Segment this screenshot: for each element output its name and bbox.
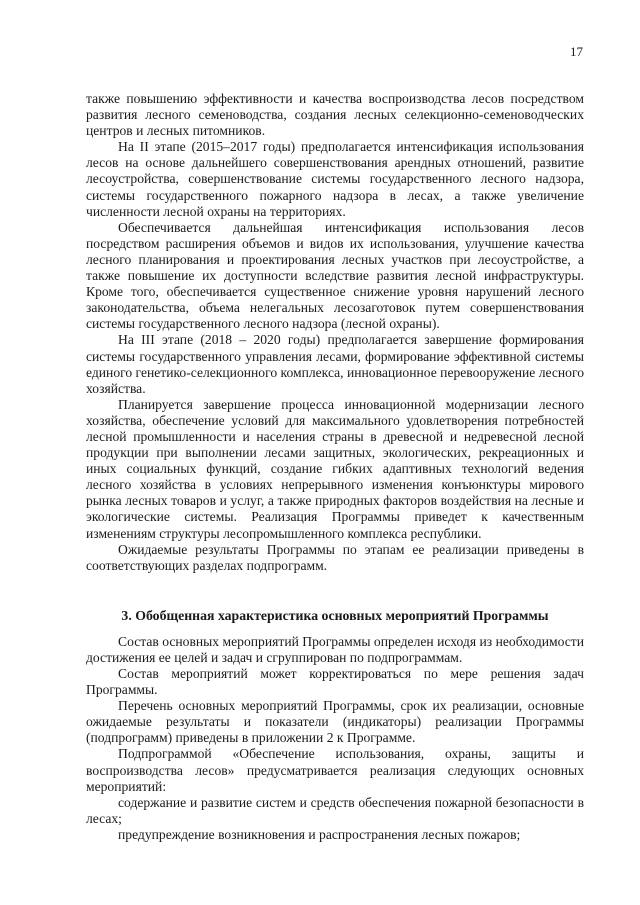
paragraph-activities-adjustment: Состав мероприятий может корректироваться по мере решения задач Программы. xyxy=(86,666,584,698)
paragraph-expected-results: Ожидаемые результаты Программы по этапам ее реализации приведены в соответствующих разделах подпрограмм. xyxy=(86,541,584,573)
paragraph-continuation: также повышению эффективности и качества воспроизводства лесов посредством развития лесного семеноводства, создания лесных селекционно-семеноводческих центров и лесных питомников. xyxy=(86,91,584,139)
paragraph-subprogram: Подпрограммой «Обеспечение использования, охраны, защиты и воспроизводства лесов» предусматривается реализация следующих основных мероприятий: xyxy=(86,746,584,794)
paragraph-activities-list: Перечень основных мероприятий Программы, срок их реализации, основные ожидаемые результаты и показатели (индикаторы) реализации Программы (подпрограмм) приведены в приложении 2 к Программе. xyxy=(86,698,584,746)
paragraph-stage-three: На III этапе (2018 – 2020 годы) предполагается завершение формирования системы государственного управления лесами, формирование эффективной системы единого генетико-селекционного комплекса, инновационное перевооружение лесного хозяйства. xyxy=(86,332,584,396)
paragraph-stage-two: На II этапе (2015–2017 годы) предполагается интенсификация использования лесов на основе дальнейшего совершенствования арендных отношений, развитие лесоустройства, совершенствование системы государственного лесного надзора, системы государственного пожарного надзора в лесах, а также увеличение численности лесной охраны на территориях. xyxy=(86,139,584,219)
paragraph-intensification: Обеспечивается дальнейшая интенсификация использования лесов посредством расширения объемов и видов их использования, улучшение качества лесного планирования и проектирования лесных участков при лесоустройстве, а также повышение их доступности вследствие развития лесной инфраструктуры. Кроме того, обеспечивается существенное снижение уровня нарушений лесного законодательства, объема нелегальных лесозаготовок путем совершенствования системы государственного лесного надзора (лесной охраны). xyxy=(86,219,584,332)
document-body xyxy=(86,91,584,843)
paragraph-activities-composition: Состав основных мероприятий Программы определен исходя из необходимости достижения ее целей и задач и сгруппирован по подпрограммам. xyxy=(86,633,584,665)
paragraph-modernization: Планируется завершение процесса инновационной модернизации лесного хозяйства, обеспечение условий для максимального удовлетворения потребностей лесной промышленности и населения страны в древесной и недревесной лесной продукции при выполнении лесами защитных, экологических, рекреационных и иных социальных функций, создание гибких адаптивных технологий ведения лесного хозяйства в условиях непрерывного изменения конъюнктуры мирового рынка лесных товаров и услуг, а также природных факторов воздействия на лесные и экологические системы. Реализация Программы приведет к качественным изменениям структуры лесопромышленного комплекса республики. xyxy=(86,396,584,541)
list-item-fire-prevention: предупреждение возникновения и распространения лесных пожаров; xyxy=(118,826,521,842)
page-number: 17 xyxy=(570,44,583,59)
section-spacer xyxy=(86,574,584,585)
list-item-fire-safety: содержание и развитие систем и средств обеспечения пожарной безопасности в лесах; xyxy=(86,794,584,826)
section-heading: 3. Обобщенная характеристика основных мероприятий Программы xyxy=(121,607,549,623)
